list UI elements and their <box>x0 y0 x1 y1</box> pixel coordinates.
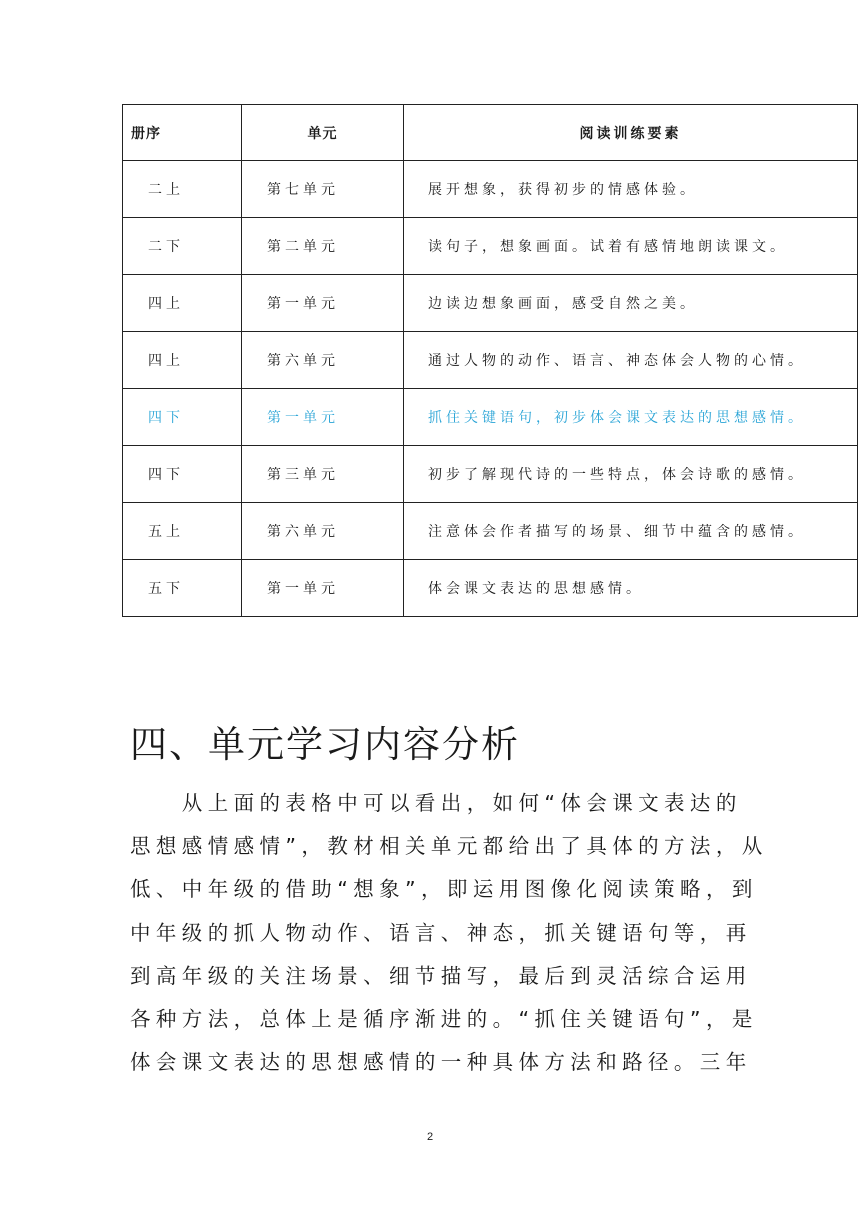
table-row <box>123 446 858 503</box>
body-line: 从上面的表格中可以看出，如何“体会课文表达的 <box>130 791 742 815</box>
table-row-highlighted <box>123 389 858 446</box>
body-line: 到高年级的关注场景、细节描写，最后到灵活综合运用 <box>130 963 752 988</box>
cell-element: 边读边想象画面，感受自然之美。 <box>404 275 858 332</box>
body-line: 各种方法，总体上是循序渐进的。“抓住关键语句”，是 <box>130 1007 758 1032</box>
cell-unit: 第一单元 <box>242 560 404 617</box>
table-row <box>123 161 858 218</box>
cell-element: 通过人物的动作、语言、神态体会人物的心情。 <box>404 332 858 389</box>
section-body <box>130 782 768 1084</box>
table-row <box>123 332 858 389</box>
cell-element: 抓住关键语句，初步体会课文表达的思想感情。 <box>404 389 858 446</box>
body-line: 低、中年级的借助“想象”，即运用图像化阅读策略，到 <box>130 877 758 902</box>
header-element: 阅读训练要素 <box>404 105 858 161</box>
cell-element: 展开想象，获得初步的情感体验。 <box>404 161 858 218</box>
cell-element: 读句子，想象画面。试着有感情地朗读课文。 <box>404 218 858 275</box>
table-row <box>123 560 858 617</box>
body-line: 思想感情感情”，教材相关单元都给出了具体的方法，从 <box>130 834 768 859</box>
cell-volume: 四下 <box>123 446 242 503</box>
cell-unit: 第一单元 <box>242 275 404 332</box>
table-header-row <box>123 105 858 161</box>
table-row <box>123 218 858 275</box>
header-volume: 册序 <box>123 105 242 161</box>
cell-volume: 二上 <box>123 161 242 218</box>
cell-unit: 第七单元 <box>242 161 404 218</box>
header-unit: 单元 <box>242 105 404 161</box>
cell-element: 注意体会作者描写的场景、细节中蕴含的感情。 <box>404 503 858 560</box>
cell-unit: 第六单元 <box>242 332 404 389</box>
cell-volume: 五下 <box>123 560 242 617</box>
body-line: 体会课文表达的思想感情的一种具体方法和路径。三年 <box>130 1050 752 1075</box>
cell-element: 初步了解现代诗的一些特点，体会诗歌的感情。 <box>404 446 858 503</box>
section-heading: 四、单元学习内容分析 <box>130 723 520 766</box>
body-line: 中年级的抓人物动作、语言、神态，抓关键语句等，再 <box>130 920 752 945</box>
cell-volume: 四上 <box>123 332 242 389</box>
cell-volume: 四上 <box>123 275 242 332</box>
cell-unit: 第三单元 <box>242 446 404 503</box>
cell-volume: 二下 <box>123 218 242 275</box>
table-row <box>123 503 858 560</box>
table-row <box>123 275 858 332</box>
cell-unit: 第二单元 <box>242 218 404 275</box>
page-number: 2 <box>426 1131 434 1143</box>
cell-unit: 第六单元 <box>242 503 404 560</box>
cell-volume: 五上 <box>123 503 242 560</box>
cell-volume: 四下 <box>123 389 242 446</box>
cell-unit: 第一单元 <box>242 389 404 446</box>
cell-element: 体会课文表达的思想感情。 <box>404 560 858 617</box>
reading-elements-table <box>122 104 858 617</box>
